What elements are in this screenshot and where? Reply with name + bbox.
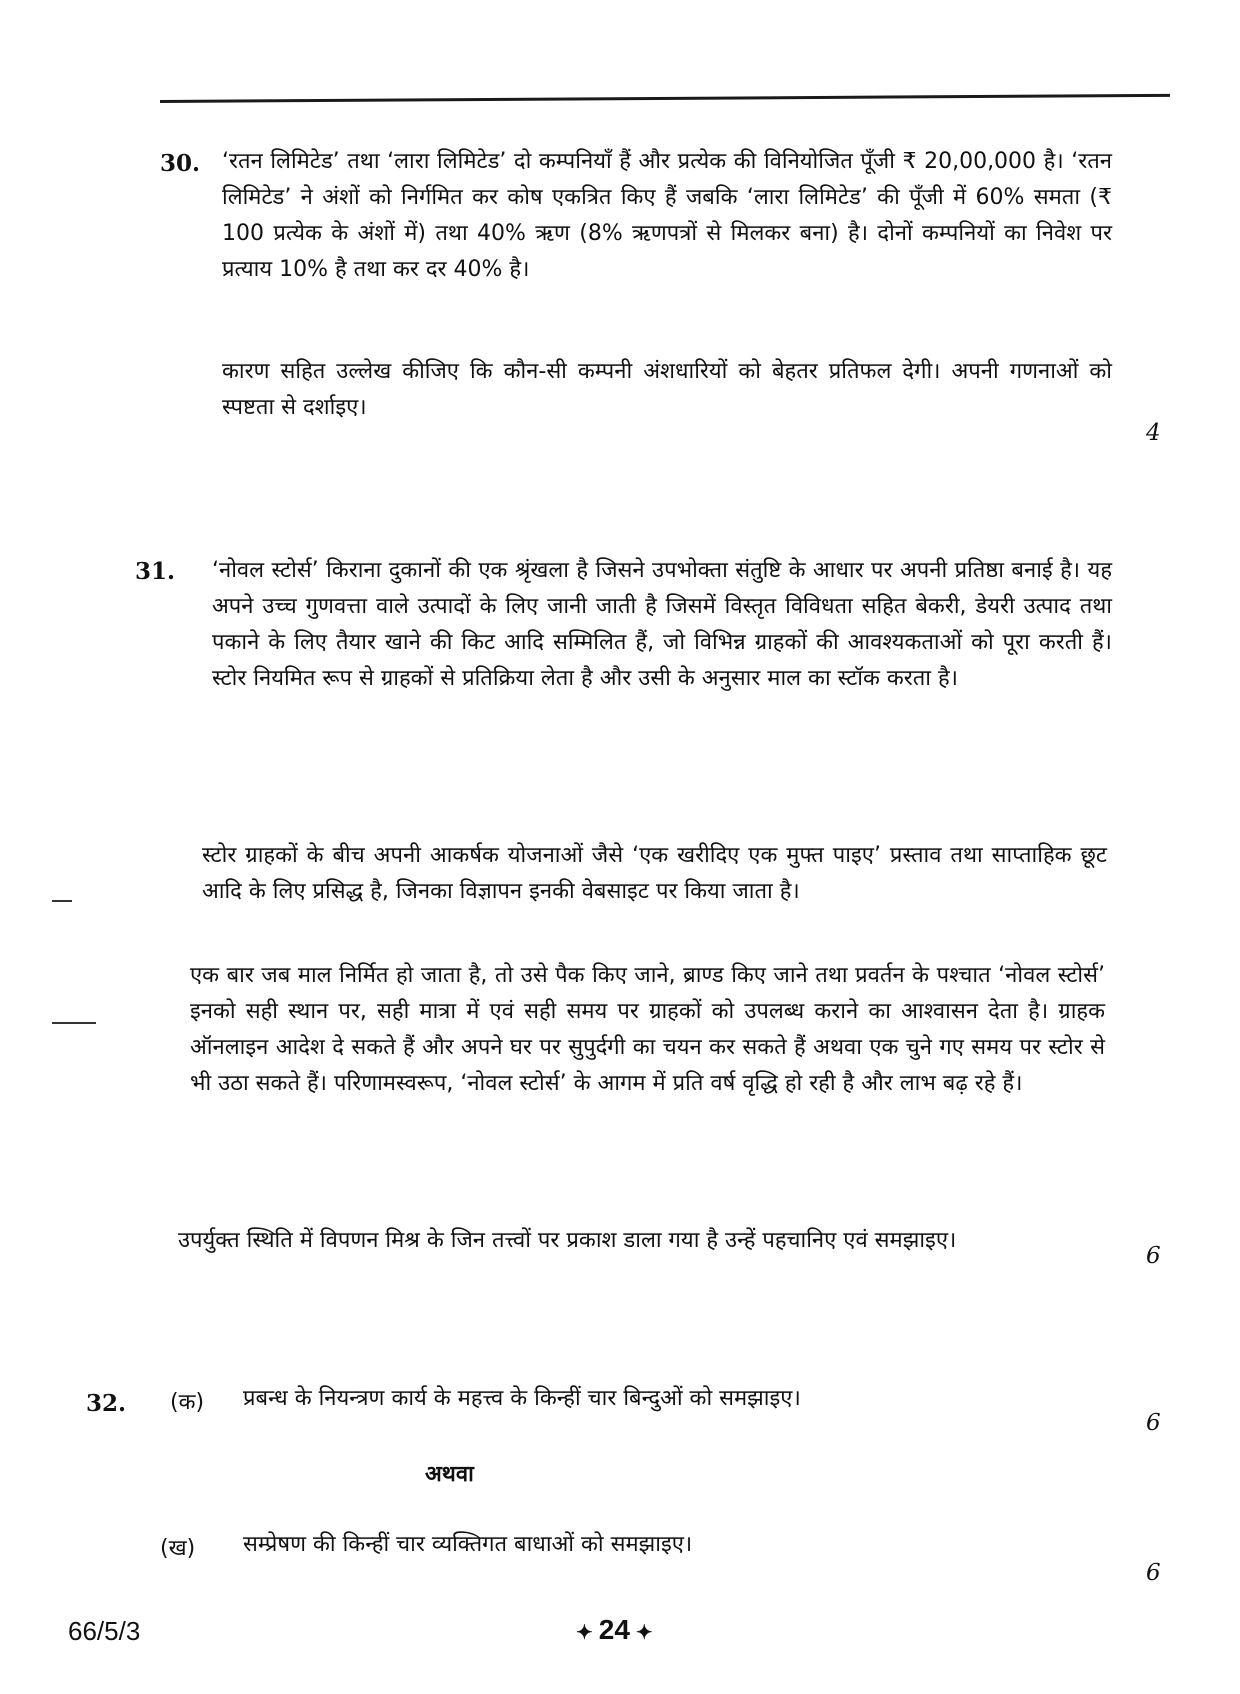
question-number: 30. — [160, 150, 201, 177]
question-number: 31. — [135, 558, 176, 585]
question-text: कारण सहित उल्लेख कीजिए कि कौन-सी कम्पनी अंशधारियों को बेहतर प्रतिफल देगी। अपनी गणनाओं को स्पष्टता से दर्शाइए। — [222, 359, 1112, 420]
question-text: उपर्युक्त स्थिति में विपणन मिश्र के जिन तत्त्वों पर प्रकाश डाला गया है उन्हें पहचानिए एवं समझाइए। — [178, 1228, 957, 1253]
marks: 6 — [1146, 1243, 1161, 1269]
margin-mark — [52, 900, 72, 902]
paper-code: 66/5/3 — [68, 1616, 141, 1646]
sub-question-text: सम्प्रेषण की किन्हीं चार व्यक्तिगत बाधाओं को समझाइए। — [243, 1532, 693, 1557]
question-text: एक बार जब माल निर्मित हो जाता है, तो उसे पैक किए जाने, ब्राण्ड किए जाने तथा प्रवर्तन के पश्चात ‘नोवल स्टोर्स’ इनको सही स्थान पर, सही मात्रा में एवं सही समय पर ग्राहकों को उपलब्ध कराने का आश्वासन देता है। ग्राहक ऑनलाइन आदेश दे सकते हैं और अपने घर पर सुपुर्दगी का चयन कर सकते हैं अथवा एक चुने गए समय पर स्टोर से भी उठा सकते हैं। परिणामस्वरूप, ‘नोवल स्टोर्स’ के आगम में प्रति वर्ष वृद्धि हो रही है और लाभ बढ़ रहे हैं। — [190, 963, 1105, 1096]
page-number-value: 24 — [598, 1614, 630, 1645]
page-number — [570, 1614, 659, 1646]
question-number: 32. — [86, 1390, 127, 1417]
question-text: ‘रतन लिमिटेड’ तथा ‘लारा लिमिटेड’ दो कम्पनियाँ हैं और प्रत्येक की विनियोजित पूँजी ₹ 20,00,000 है। ‘रतन लिमिटेड’ ने अंशों को निर्गमित कर कोष एकत्रित किए हैं जबकि ‘लारा लिमिटेड’ की पूँजी में 60% समता (₹ 100 प्रत्येक के अंशों में) तथा 40% ऋण (8% ऋणपत्रों से मिलकर बना) है। दोनों कम्पनियों का निवेश पर प्रत्याय 10% है तथा कर दर 40% है। — [222, 149, 1112, 282]
marks: 6 — [1146, 1410, 1161, 1436]
question-text: स्टोर ग्राहकों के बीच अपनी आकर्षक योजनाओं जैसे ‘एक खरीदिए एक मुफ्त पाइए’ प्रस्ताव तथा साप्ताहिक छूट आदि के लिए प्रसिद्ध है, जिनका विज्ञापन इनकी वेबसाइट पर किया जाता है। — [202, 843, 1107, 904]
sub-question-text: प्रबन्ध के नियन्त्रण कार्य के महत्त्व के किन्हीं चार बिन्दुओं को समझाइए। — [243, 1386, 801, 1411]
sub-question-label: (क) — [170, 1390, 205, 1415]
marks: 6 — [1146, 1560, 1161, 1586]
marks: 4 — [1146, 420, 1161, 446]
or-text: अथवा — [425, 1462, 474, 1487]
top-rule — [160, 94, 1170, 103]
sub-question-label: (ख) — [160, 1536, 196, 1561]
margin-mark — [52, 1022, 96, 1024]
page-deco-right: ✦ — [635, 1622, 653, 1644]
page-deco-left: ✦ — [576, 1622, 593, 1644]
question-text: ‘नोवल स्टोर्स’ किराना दुकानों की एक श्रृंखला है जिसने उपभोक्ता संतुष्टि के आधार पर अपनी प्रतिष्ठा बनाई है। यह अपने उच्च गुणवत्ता वाले उत्पादों के लिए जानी जाती है जिसमें विस्तृत विविधता सहित बेकरी, डेयरी उत्पाद तथा पकाने के लिए तैयार खाने की किट आदि सम्मिलित हैं, जो विभिन्न ग्राहकों की आवश्यकताओं को पूरा करती हैं। स्टोर नियमित रूप से ग्राहकों से प्रतिक्रिया लेता है और उसी के अनुसार माल का स्टॉक करता है। — [212, 558, 1112, 691]
